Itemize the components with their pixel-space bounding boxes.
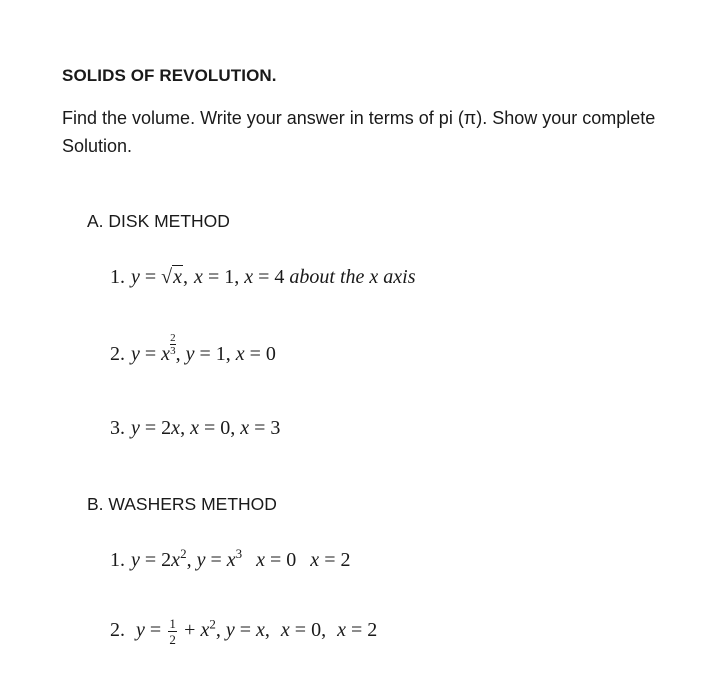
problem-number: 3. [110,417,125,439]
disk-problem-3: 3. y = 2x, x = 0, x = 3 [110,417,281,439]
page-title: SOLIDS OF REVOLUTION. [62,66,277,85]
fraction-one-half: $\frac{1}{2}$ [169,616,176,647]
disk-problem-1: 1. y = √x, x = 1, x = 4 about the x axis [110,266,416,288]
fraction-exponent: $\frac{2}{3}$ [170,332,176,357]
problem-number: 1. [110,266,125,288]
instructions-text: Find the volume. Write your answer in terms of pi (π). Show your complete Solution. [62,108,656,156]
problem-number: 2. [110,619,125,642]
problem-number: 2. [110,343,125,366]
washers-method-heading: B. WASHERS METHOD [87,494,277,514]
washers-problem-2: 2. y = $\frac{1}{2}$ + $x^2$, y = x, x = 0, x = 2 [110,616,378,647]
disk-problem-2: 2. y = x $\frac{2}{3}$ , y = 1, x = 0 [110,332,276,366]
washers-problem-1: 1. $y = 2x^2$, $y = x^3$ x = 0 x = 2 [110,546,351,571]
square-root: √x [161,266,183,288]
disk-method-heading: A. DISK METHOD [87,211,230,231]
problem-number: 1. [110,549,125,571]
